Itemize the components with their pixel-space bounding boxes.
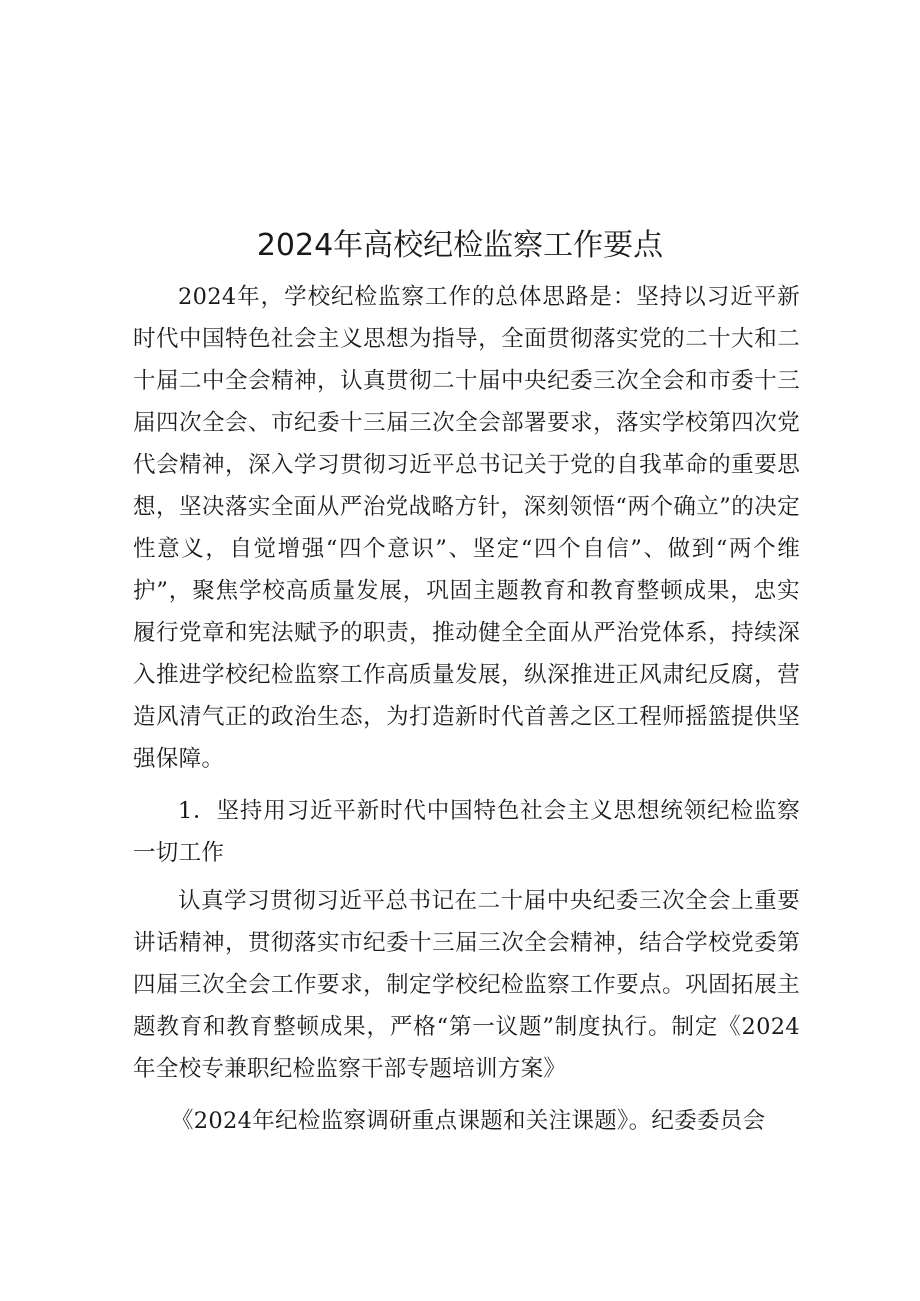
intro-paragraph: 2024年，学校纪检监察工作的总体思路是：坚持以习近平新时代中国特色社会主义思想为指导，全面贯彻落实党的二十大和二十届二中全会精神，认真贯彻二十届中央纪委三次全会和市委十三届四次全会、市纪委十三届三次全会部署要求，落实学校第四次党代会精神，深入学习贯彻习近平总书记关于党的自我革命的重要思想，坚决落实全面从严治党战略方针，深刻领悟“两个确立”的决定性意义，自觉增强“四个意识”、坚定“四个自信”、做到“两个维护”，聚焦学校高质量发展，巩固主题教育和教育整顿成果，忠实履行党章和宪法赋予的职责，推动健全全面从严治党体系，持续深入推进学校纪检监察工作高质量发展，纵深推进正风肃纪反腐，营造风清气正的政治生态，为打造新时代首善之区工程师摇篮提供坚强保障。 [133,284,800,772]
document-title: 2024年高校纪检监察工作要点 [256,228,664,263]
section-1-body: 认真学习贯彻习近平总书记在二十届中央纪委三次全会上重要讲话精神，贯彻落实市纪委十三届三次全会精神，结合学校党委第四届三次全会工作要求，制定学校纪检监察工作要点。巩固拓展主题教育和教育整顿成果，严格“第一议题”制度执行。制定《2024年全校专兼职纪检监察干部专题培训方案》 [133,888,800,1082]
continuation-paragraph: 《2024年纪检监察调研重点课题和关注课题》。纪委委员会 [171,1108,766,1134]
section-1-heading: 1．坚持用习近平新时代中国特色社会主义思想统领纪检监察一切工作 [133,798,800,866]
